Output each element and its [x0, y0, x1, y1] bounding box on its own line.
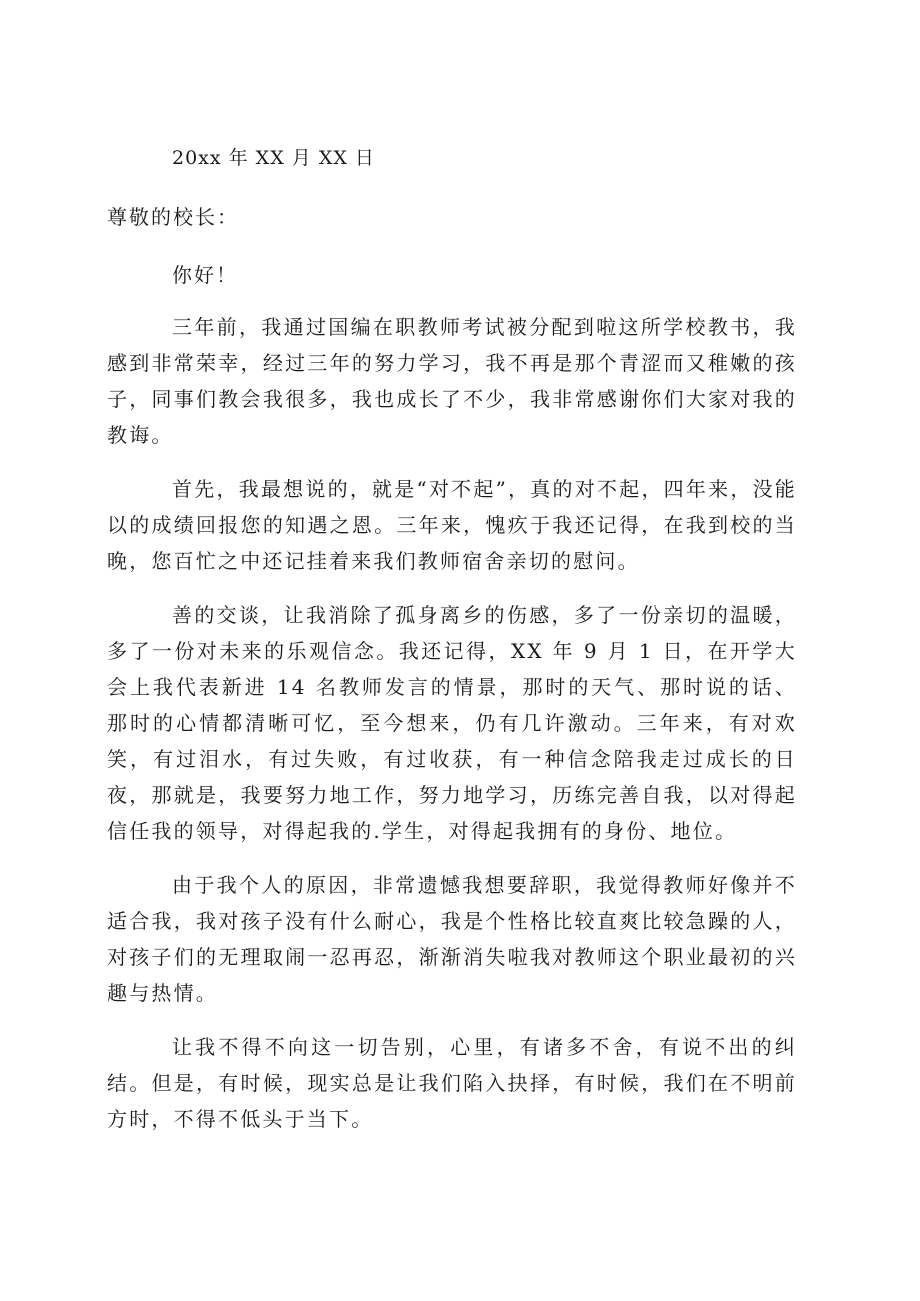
letter-body — [107, 309, 797, 1155]
body-paragraph-1: 三年前，我通过国编在职教师考试被分配到啦这所学校教书，我感到非常荣幸，经过三年的努力学习，我不再是那个青涩而又稚嫩的孩子，同事们教会我很多，我也成长了不少，我非常感谢你们大家对我的教诲。 — [107, 315, 797, 447]
body-paragraph-4: 由于我个人的原因，非常遗憾我想要辞职，我觉得教师好像并不适合我，我对孩子没有什么耐心，我是个性格比较直爽比较急躁的人，对孩子们的无理取闹一忍再忍，渐渐消失啦我对教师这个职业最初的兴趣与热情。 — [107, 873, 797, 1005]
body-paragraph-2: 首先，我最想说的，就是“对不起”，真的对不起，四年来，没能以的成绩回报您的知遇之恩。三年来，愧疚于我还记得，在我到校的当晚，您百忙之中还记挂着来我们教师宿舍亲切的慰问。 — [107, 477, 797, 573]
letter-salutation: 尊敬的校长： — [107, 205, 239, 229]
body-paragraph-3: 善的交谈，让我消除了孤身离乡的伤感，多了一份亲切的温暖，多了一份对未来的乐观信念。我还记得，XX 年 9 月 1 日，在开学大会上我代表新进 14 名教师发言的情景，那时的天气、那时说的话、那时的心情都清晰可忆，至今想来，仍有几许激动。三年来，有对欢笑，有过泪水，有过失败，有过收获，有一种信念陪我走过成长的日夜，那就是，我要努力地工作，努力地学习，历练完善自我，以对得起信任我的领导，对得起我的.学生，对得起我拥有的身份、地位。 — [107, 603, 797, 843]
body-paragraph-5: 让我不得不向这一切告别，心里，有诸多不舍，有说不出的纠结。但是，有时候，现实总是让我们陷入抉择，有时候，我们在不明前方时，不得不低头于当下。 — [107, 1035, 797, 1131]
letter-greeting: 你好！ — [172, 263, 238, 287]
letter-date: 20xx 年 XX 月 XX 日 — [172, 147, 375, 169]
